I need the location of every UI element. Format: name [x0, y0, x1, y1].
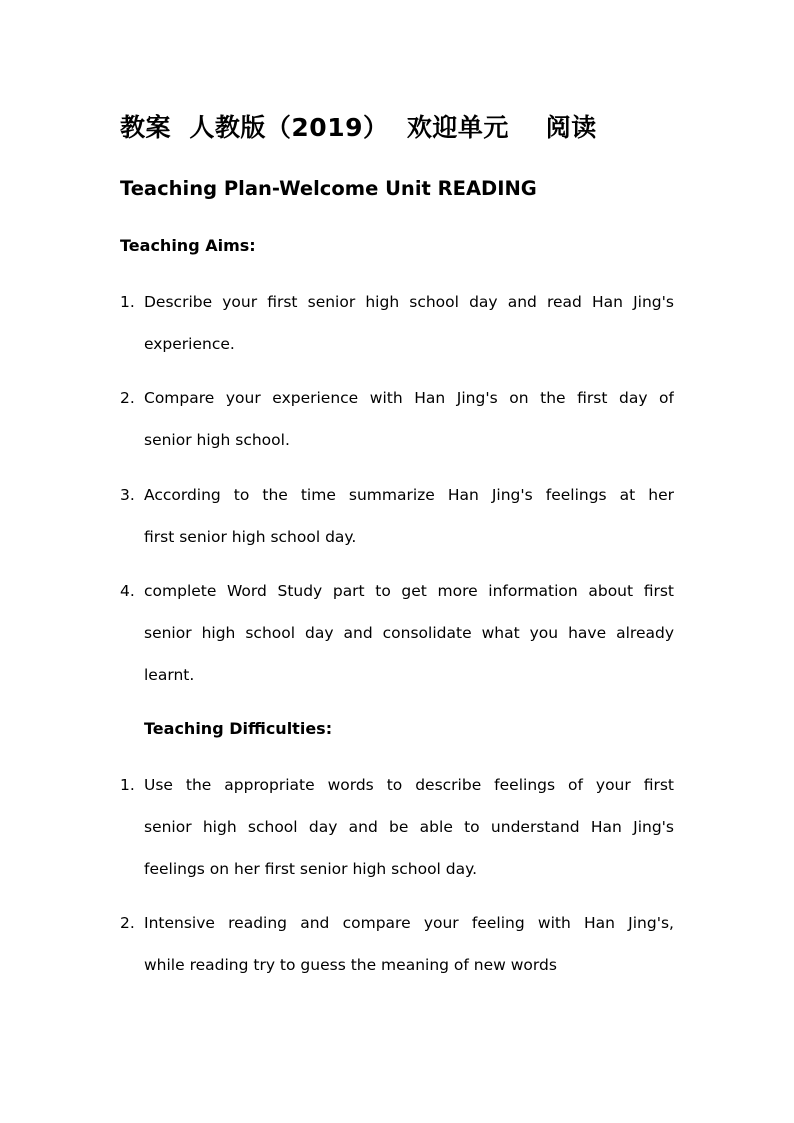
- list-item-text: Describe your first senior high school day and read Han Jing's: [144, 293, 674, 311]
- list-item-text: senior high school day and consolidate what you have already: [144, 624, 674, 642]
- list-item-text: feelings on her first senior high school day.: [144, 860, 478, 878]
- list-number: 1.: [120, 293, 135, 311]
- list-item-text: experience.: [144, 335, 235, 353]
- list-item-text: Compare your experience with Han Jing's on the first day of: [144, 389, 674, 407]
- list-item-text: learnt.: [144, 666, 195, 684]
- list-number: 4.: [120, 582, 135, 600]
- list-item-text: Intensive reading and compare your feeling with Han Jing's,: [144, 914, 674, 932]
- list-number: 2.: [120, 914, 135, 932]
- list-item-text: Use the appropriate words to describe feelings of your first: [144, 776, 674, 794]
- document-title-english: Teaching Plan-Welcome Unit READING: [120, 177, 537, 200]
- document-title-chinese: 教案 人教版（2019） 欢迎单元 阅读: [120, 113, 597, 142]
- difficulties-list-item: [120, 764, 674, 890]
- difficulties-list-item: [120, 902, 674, 986]
- list-item-text: senior high school.: [144, 431, 290, 449]
- list-item-text: senior high school day and be able to understand Han Jing's: [144, 818, 674, 836]
- aims-list-item: [120, 474, 674, 558]
- teaching-aims-heading: Teaching Aims:: [120, 236, 256, 255]
- list-number: 1.: [120, 776, 135, 794]
- aims-list-item: [120, 377, 674, 461]
- list-item-text: According to the time summarize Han Jing's feelings at her: [144, 486, 674, 504]
- list-item-text: complete Word Study part to get more information about first: [144, 582, 674, 600]
- list-number: 3.: [120, 486, 135, 504]
- list-item-text: first senior high school day.: [144, 528, 357, 546]
- teaching-difficulties-heading: Teaching Difficulties:: [144, 719, 333, 738]
- aims-list-item: [120, 281, 674, 365]
- list-item-text: while reading try to guess the meaning of new words: [144, 956, 557, 974]
- list-number: 2.: [120, 389, 135, 407]
- aims-list-item: [120, 570, 674, 696]
